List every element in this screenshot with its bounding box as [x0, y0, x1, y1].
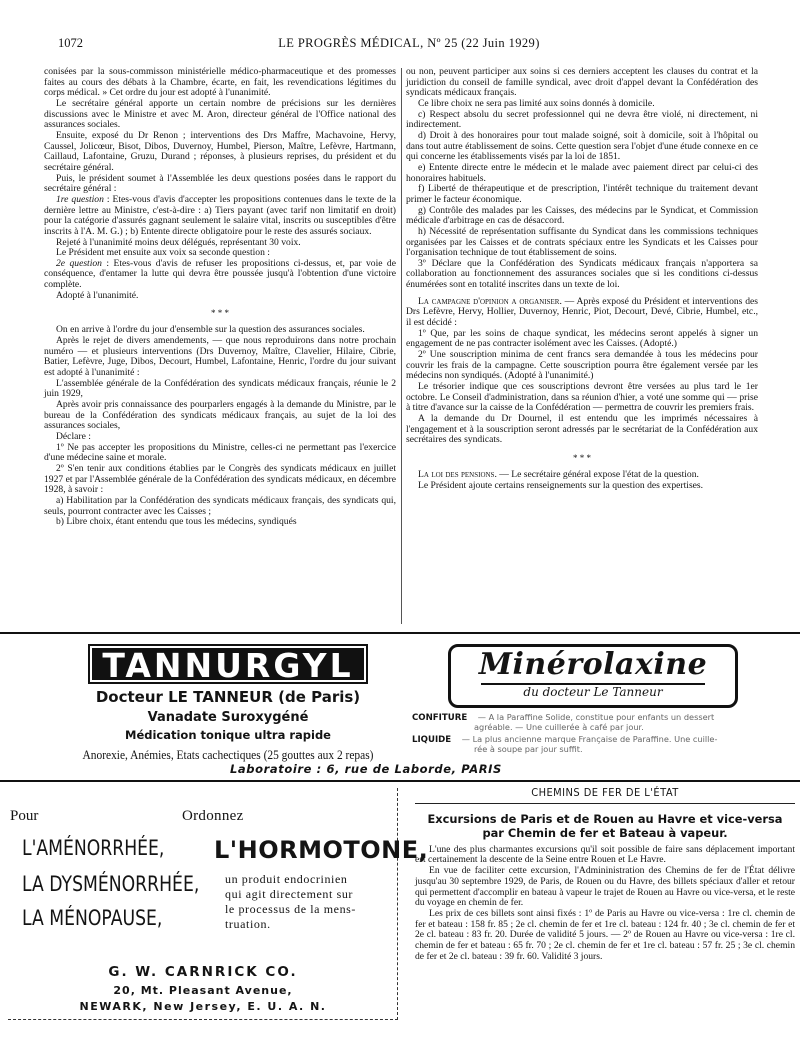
paragraph: Ensuite, exposé du Dr Renon ; interventions des Drs Maffre, Machavoine, Hervy, Caussel, Jolicœur, Bisot, Dibos, Duvernoy, Humbel, Pierson, Maître, Lefèvre, Hartmann, Caillaud, Lafontaine, Gruzu, Durand ; réponses, à plusieurs reprises, du président et du secrétaire général.	[44, 129, 396, 173]
advertisement-tannurgyl	[58, 640, 398, 780]
heading-rule	[415, 803, 795, 804]
ad-condition: L'AMÉNORRHÉE,	[22, 836, 165, 860]
paragraph: Le trésorier indique que ces souscriptions devront être versées au plus tard le 1er octobre. Le Conseil d'administration, dans sa réunion d'hier, a voté une somme qui — prise à titre d'avance sur la caisse de la Confédération — permettra de couvrir les premiers frais.	[406, 381, 758, 414]
section-stars: * * *	[573, 452, 591, 463]
paragraph: Après avoir pris connaissance des pourparlers engagés à la demande du Ministre, par le bureau de la Confédération des syndicats médicaux français, au sujet de la loi des assurances sociales,	[44, 399, 396, 432]
ad-description: le processus de la mens-	[225, 902, 357, 916]
ad-title: Excursions de Paris et de Rouen au Havre et vice-versa	[427, 811, 783, 826]
ad-body	[415, 845, 795, 963]
ad-description: un produit endocrinien	[225, 872, 348, 886]
paragraph: c) Respect absolu du secret professionnel qui ne devra être violé, ni directement, ni indirectement.	[406, 108, 758, 131]
column-divider	[401, 68, 402, 624]
ad-product: L'HORMOTONE,	[214, 836, 429, 864]
ad-description: qui agit directement sur	[225, 887, 354, 901]
paragraph: Ce libre choix ne sera pas limité aux soins donnés à domicile.	[418, 97, 655, 109]
paragraph: Le Président met ensuite aux voix sa seconde question :	[56, 247, 270, 259]
question-label: 2e question	[56, 257, 102, 269]
tannurgyl-logo: TANNURGYL	[88, 644, 368, 684]
section-label: La loi des pensions.	[418, 468, 497, 480]
ad-product: Vanadate Suroxygéné	[147, 710, 309, 725]
advertisement-minerolaxine	[412, 640, 762, 758]
ad-description: truation.	[225, 917, 271, 931]
paragraph: d) Droit à des honoraires pour tout malade soigné, soit à domicile, soit à l'hôpital ou dans tout autre établissement de soins. Cette question sera l'objet d'une étude connexe en ce qui concerne les établissements visés par la loi de 1851.	[406, 129, 758, 163]
paragraph: Déclare :	[56, 431, 91, 442]
paragraph: f) Liberté de thérapeutique et de prescription, l'intérêt technique du traitement devant primer le facteur économique.	[406, 183, 758, 205]
left-column	[44, 67, 396, 528]
ad-subtitle: Médication tonique ultra rapide	[125, 728, 331, 742]
logo-title: Minérolaxine	[478, 647, 708, 682]
logo-subtitle: du docteur Le Tanneur	[481, 683, 705, 699]
paragraph: En vue de faciliter cette excursion, l'Admininistration des Chemins de fer de l'État délivre jusqu'au 30 septembre 1929, de Paris, de Rouen ou du Havre, des billets spéciaux d'aller et retour qui permettent d'accomplir en bateau à vapeur le trajet de Rouen au Havre ou vice-versa, et le reste du voyage en chemin de fer.	[415, 865, 795, 909]
section-pensions: La loi des pensions. — Le secrétaire général expose l'état de la question.	[418, 468, 699, 480]
ad-line-confiture: CONFITURE — A la Paraffine Solide, constitue pour enfants un dessert	[412, 712, 715, 723]
ad-laboratory: Laboratoire : 6, rue de Laborde, PARIS	[230, 762, 502, 776]
divider-rule	[0, 632, 800, 634]
ad-address: 20, Mt. Pleasant Avenue,	[113, 984, 293, 997]
ad-condition: LA MÉNOPAUSE,	[22, 906, 163, 930]
ad-ordonnez: Ordonnez	[182, 808, 244, 824]
running-head	[58, 36, 760, 52]
minerolaxine-logo	[448, 644, 738, 708]
paragraph: Après le rejet de divers amendements, — que nous reproduirons dans notre prochain numéro — et plusieurs interventions (Drs Duvernoy, Maître, Clavelier, Hilaire, Cibrie, Batier, Lefèvre, Juge, Dibos, Decourt, Humbel, Lafontaine, Henric, l'ordre du jour suivant est adopté à l'unanimité :	[44, 335, 396, 379]
paragraph: h) Nécessité de représentation suffisante du Syndicat dans les commissions techniques organisées par les Caisses et de contrats spéciaux entre les Syndicats et les Caisses pour l'organisation technique de tout établissement de soins.	[406, 225, 758, 259]
divider-rule	[0, 780, 800, 782]
paragraph: L'assemblée générale de la Confédération des syndicats médicaux français, réunie le 2 juin 1929,	[44, 377, 396, 400]
ad-heading: CHEMINS DE FER DE L'ÉTAT	[531, 786, 679, 799]
paragraph: Adopté à l'unanimité.	[56, 289, 139, 301]
paragraph: 3º Déclare que la Confédération des Syndicats médicaux français n'apportera sa collaboration au fonctionnement des assurances sociales que si les conditions ci-dessus énumérées sont en totalité inscrites dans un texte de loi.	[406, 257, 758, 291]
question-1: 1re question : Etes-vous d'avis d'accepter les propositions contenues dans le texte de la dernière lettre au Ministre, c'est-à-dire : a) Tiers payant (avec tarif non limitatif en droit) pour la catégorie d'assurés gagnant seulement le salaire vital, inscrits ou susceptibles d'être inscrits à l'A. M. G.) ; b) Entente directe obligatoire pour le reste des assurés sociaux.	[44, 193, 396, 237]
ad-address: NEWARK, New Jersey, E. U. A. N.	[79, 1000, 327, 1013]
paragraph: 1º Que, par les soins de chaque syndicat, les médecins seront appelés à signer un engagement de ne pas contracter isolément avec les Caisses. (Adopté.)	[406, 327, 758, 350]
page-number: 1072	[58, 36, 83, 50]
paragraph: Puis, le président soumet à l'Assemblée les deux questions posées dans le rapport du secrétaire général :	[44, 172, 396, 195]
paragraph: a) Habilitation par la Confédération des syndicats médicaux français, des syndicats qui, seuls, pourront contracter avec les Caisses ;	[44, 494, 396, 517]
paragraph: Les prix de ces billets sont ainsi fixés : 1º de Paris au Havre ou vice-versa : 1re cl. chemin de fer et bateau : 158 fr. 85 ; 2e cl. chemin de fer et 1re cl. bateau : 124 fr. 40 ; 3e cl. chemin de fer et 2e cl. bateau : 83 fr. 20. Durée de validité 5 jours. — 2º de Rouen au Havre ou vice-versa : 1re cl. chemin de fer et bateau : 65 fr. 70 ; 2e cl. chemin de fer et 1re cl. bateau : 57 fr. 25 ; 3e cl. chemin de fer et 2e cl. bateau : 39 fr. 60. Validité 3 jours.	[415, 907, 795, 962]
advertisement-chemins-de-fer	[415, 788, 795, 1050]
ad-company: G. W. CARNRICK CO.	[108, 964, 298, 980]
ad-title: par Chemin de fer et Bateau à vapeur.	[482, 825, 728, 840]
paragraph: ou non, peuvent participer aux soins si ces derniers acceptent les clauses du contrat et la juridiction du conseil de famille syndical, avec droit d'appel devant la Confédération des syndicats médicaux français.	[406, 66, 758, 99]
ad-line-liquide-cont: rée à soupe par jour suffit.	[474, 744, 583, 754]
paragraph: L'une des plus charmantes excursions qu'il soit possible de faire sans déplacement important est certainement la descente de la Seine entre Rouen et Le Havre.	[415, 843, 795, 866]
ad-pour: Pour	[10, 808, 39, 824]
paragraph: On en arrive à l'ordre du jour d'ensemble sur la question des assurances sociales.	[56, 324, 365, 336]
paragraph: Le secrétaire général apporte un certain nombre de précisions sur les dernières discussions avec le Ministre et avec M. Aron, directeur général de l'Office national des assurances sociales.	[44, 97, 396, 131]
question-2: 2e question : Etes-vous d'avis de refuser les propositions ci-dessus, et, par voie de conséquence, d'entamer la lutte qui devra être poussée jusqu'à l'obtention d'une victoire complète.	[44, 257, 396, 291]
paragraph: g) Contrôle des malades par les Caisses, des médecins par le Syndicat, et Commission médicale d'arbitrage en cas de désaccord.	[406, 204, 758, 227]
ad-condition: LA DYSMÉNORRHÉE,	[22, 872, 200, 896]
paragraph: 2º S'en tenir aux conditions établies par le Congrès des syndicats médicaux en juillet 1927 et par l'Assemblée générale de la Confédération des syndicats médicaux, en décembre 1928, à savoir :	[44, 462, 396, 496]
advertisement-hormotone	[8, 788, 429, 1020]
paragraph: A la demande du Dr Dournel, il est entendu que les imprimés nécessaires à l'engagement et à la souscription seront adressés par le secrétariat de la Confédération aux secrétaires des syndicats.	[406, 413, 758, 446]
section-campaign: La campagne d'opinion a organiser. — Après exposé du Président et interventions des Drs Lefèvre, Hervy, Hollier, Duvernoy, Henric, Piot, Decourt, Devé, Cibrie, Humbel, etc., il est décidé :	[406, 295, 758, 329]
paragraph: Rejeté à l'unanimité moins deux délégués, représentant 30 voix.	[56, 236, 301, 248]
paragraph: b) Libre choix, étant entendu que tous les médecins, syndiqués	[56, 516, 297, 528]
ad-indications: Anorexie, Anémies, Etats cachectiques (25 gouttes aux 2 repas)	[82, 747, 374, 762]
ad-line-confiture-cont: agréable. — Une cuillerée à café par jour.	[474, 722, 644, 732]
right-column	[406, 67, 758, 491]
question-label: 1re question	[56, 193, 104, 205]
section-label: La campagne d'opinion a organiser.	[418, 295, 562, 307]
paragraph: Le Président ajoute certains renseignements sur la question des expertises.	[418, 479, 704, 491]
running-title: LE PROGRÈS MÉDICAL, Nº 25 (22 Juin 1929)	[278, 36, 540, 50]
ad-doctor: Docteur LE TANNEUR (de Paris)	[95, 688, 361, 706]
ad-line-liquide: LIQUIDE — La plus ancienne marque Française de Paraffine. Une cuille-	[412, 734, 718, 745]
paragraph: conisées par la sous-commisson ministérielle médico-pharmaceutique et des promesses faites au cours des débats à la Chambre, écarte, en fait, les revendications légitimes du corps médical. » Cet ordre du jour est adopté à l'unanimité.	[44, 66, 396, 99]
paragraph: 1º Ne pas accepter les propositions du Ministre, celles-ci ne permettant pas l'exercice d'une médecine saine et morale.	[44, 441, 396, 464]
section-stars: * * *	[211, 308, 229, 319]
paragraph: e) Entente directe entre le médecin et le malade avec paiement direct par celui-ci des honoraires habituels.	[406, 161, 758, 184]
paragraph: 2º Une souscription minima de cent francs sera demandée à tous les médecins pour couvrir les frais de la campagne. Cette souscription pourra être également versée par les médecins non syndiqués. (Adopté à l'unanimité.)	[406, 349, 758, 382]
